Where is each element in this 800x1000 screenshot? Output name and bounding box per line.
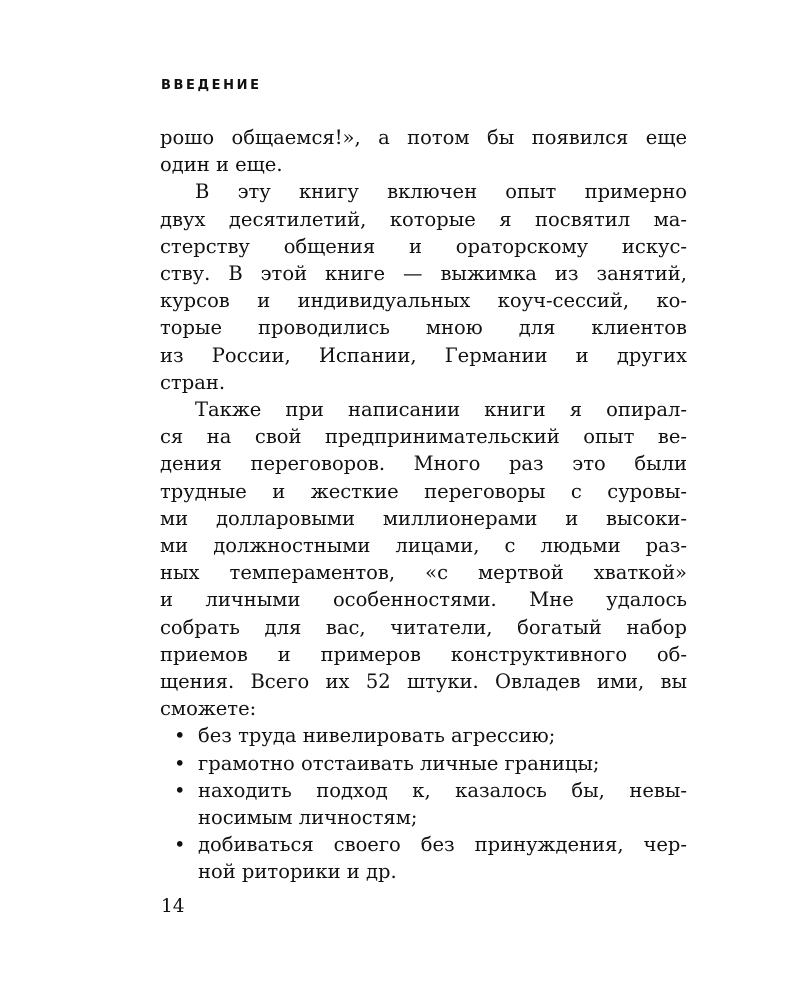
text-line: рошо общаемся!», а потом бы появился еще — [160, 126, 687, 149]
text-line: собрать для вас, читатели, богатый набор — [160, 615, 687, 639]
paragraph-2 — [160, 178, 687, 396]
text-line: ству. В этой книге — выжимка из занятий, — [160, 262, 687, 286]
text-line: грамотно отстаивать личные границы; — [198, 751, 600, 775]
bullet-list — [160, 722, 687, 885]
bullet-icon: • — [174, 778, 186, 802]
list-item — [160, 831, 687, 885]
text-line: без труда нивелировать агрессию; — [198, 724, 556, 748]
text-line: щения. Всего их 52 штуки. Овладев ими, вы — [160, 670, 687, 694]
text-line: ми долларовыми миллионерами и высоки- — [160, 506, 687, 530]
page-number: 14 — [161, 896, 185, 917]
text-line: носимым личностям; — [198, 806, 418, 830]
bullet-icon: • — [174, 724, 186, 748]
text-line: ных темпераментов, «с мертвой хваткой» — [160, 561, 687, 585]
bullet-icon: • — [174, 751, 186, 775]
text-line: трудные и жесткие переговоры с суровы- — [160, 479, 687, 503]
text-line: сможете: — [160, 697, 257, 721]
text-line: находить подход к, казалось бы, невы- — [198, 778, 687, 802]
text-line: двух десятилетий, которые я посвятил ма- — [160, 207, 687, 231]
text-line: стерству общения и ораторскому искус- — [160, 234, 687, 258]
text-line: ной риторики и др. — [198, 860, 397, 884]
text-line: стран. — [160, 370, 226, 394]
text-line: и личными особенностями. Мне удалось — [160, 588, 687, 612]
paragraph-3 — [160, 396, 687, 722]
text-line: из России, Испании, Германии и других — [160, 343, 687, 367]
paragraph-1 — [160, 124, 687, 178]
text-line: один и еще. — [160, 153, 283, 177]
list-item — [160, 750, 687, 777]
text-line: торые проводились мною для клиентов — [160, 316, 687, 340]
running-head: ВВЕДЕНИЕ — [161, 78, 262, 93]
list-item — [160, 722, 687, 749]
text-line: приемов и примеров конструктивного об- — [160, 642, 687, 666]
list-item — [160, 777, 687, 831]
body-text — [160, 124, 687, 886]
bullet-icon: • — [174, 833, 186, 857]
text-line: ми должностными лицами, с людьми раз- — [160, 534, 687, 558]
text-line: добиваться своего без принуждения, чер- — [198, 833, 687, 857]
text-line: Также при написании книги я опирал- — [195, 398, 687, 422]
text-line: ся на свой предпринимательский опыт ве- — [160, 425, 687, 449]
text-line: В эту книгу включен опыт примерно — [195, 180, 687, 204]
text-line: курсов и индивидуальных коуч-сессий, ко- — [160, 289, 687, 313]
text-line: дения переговоров. Много раз это были — [160, 452, 687, 476]
